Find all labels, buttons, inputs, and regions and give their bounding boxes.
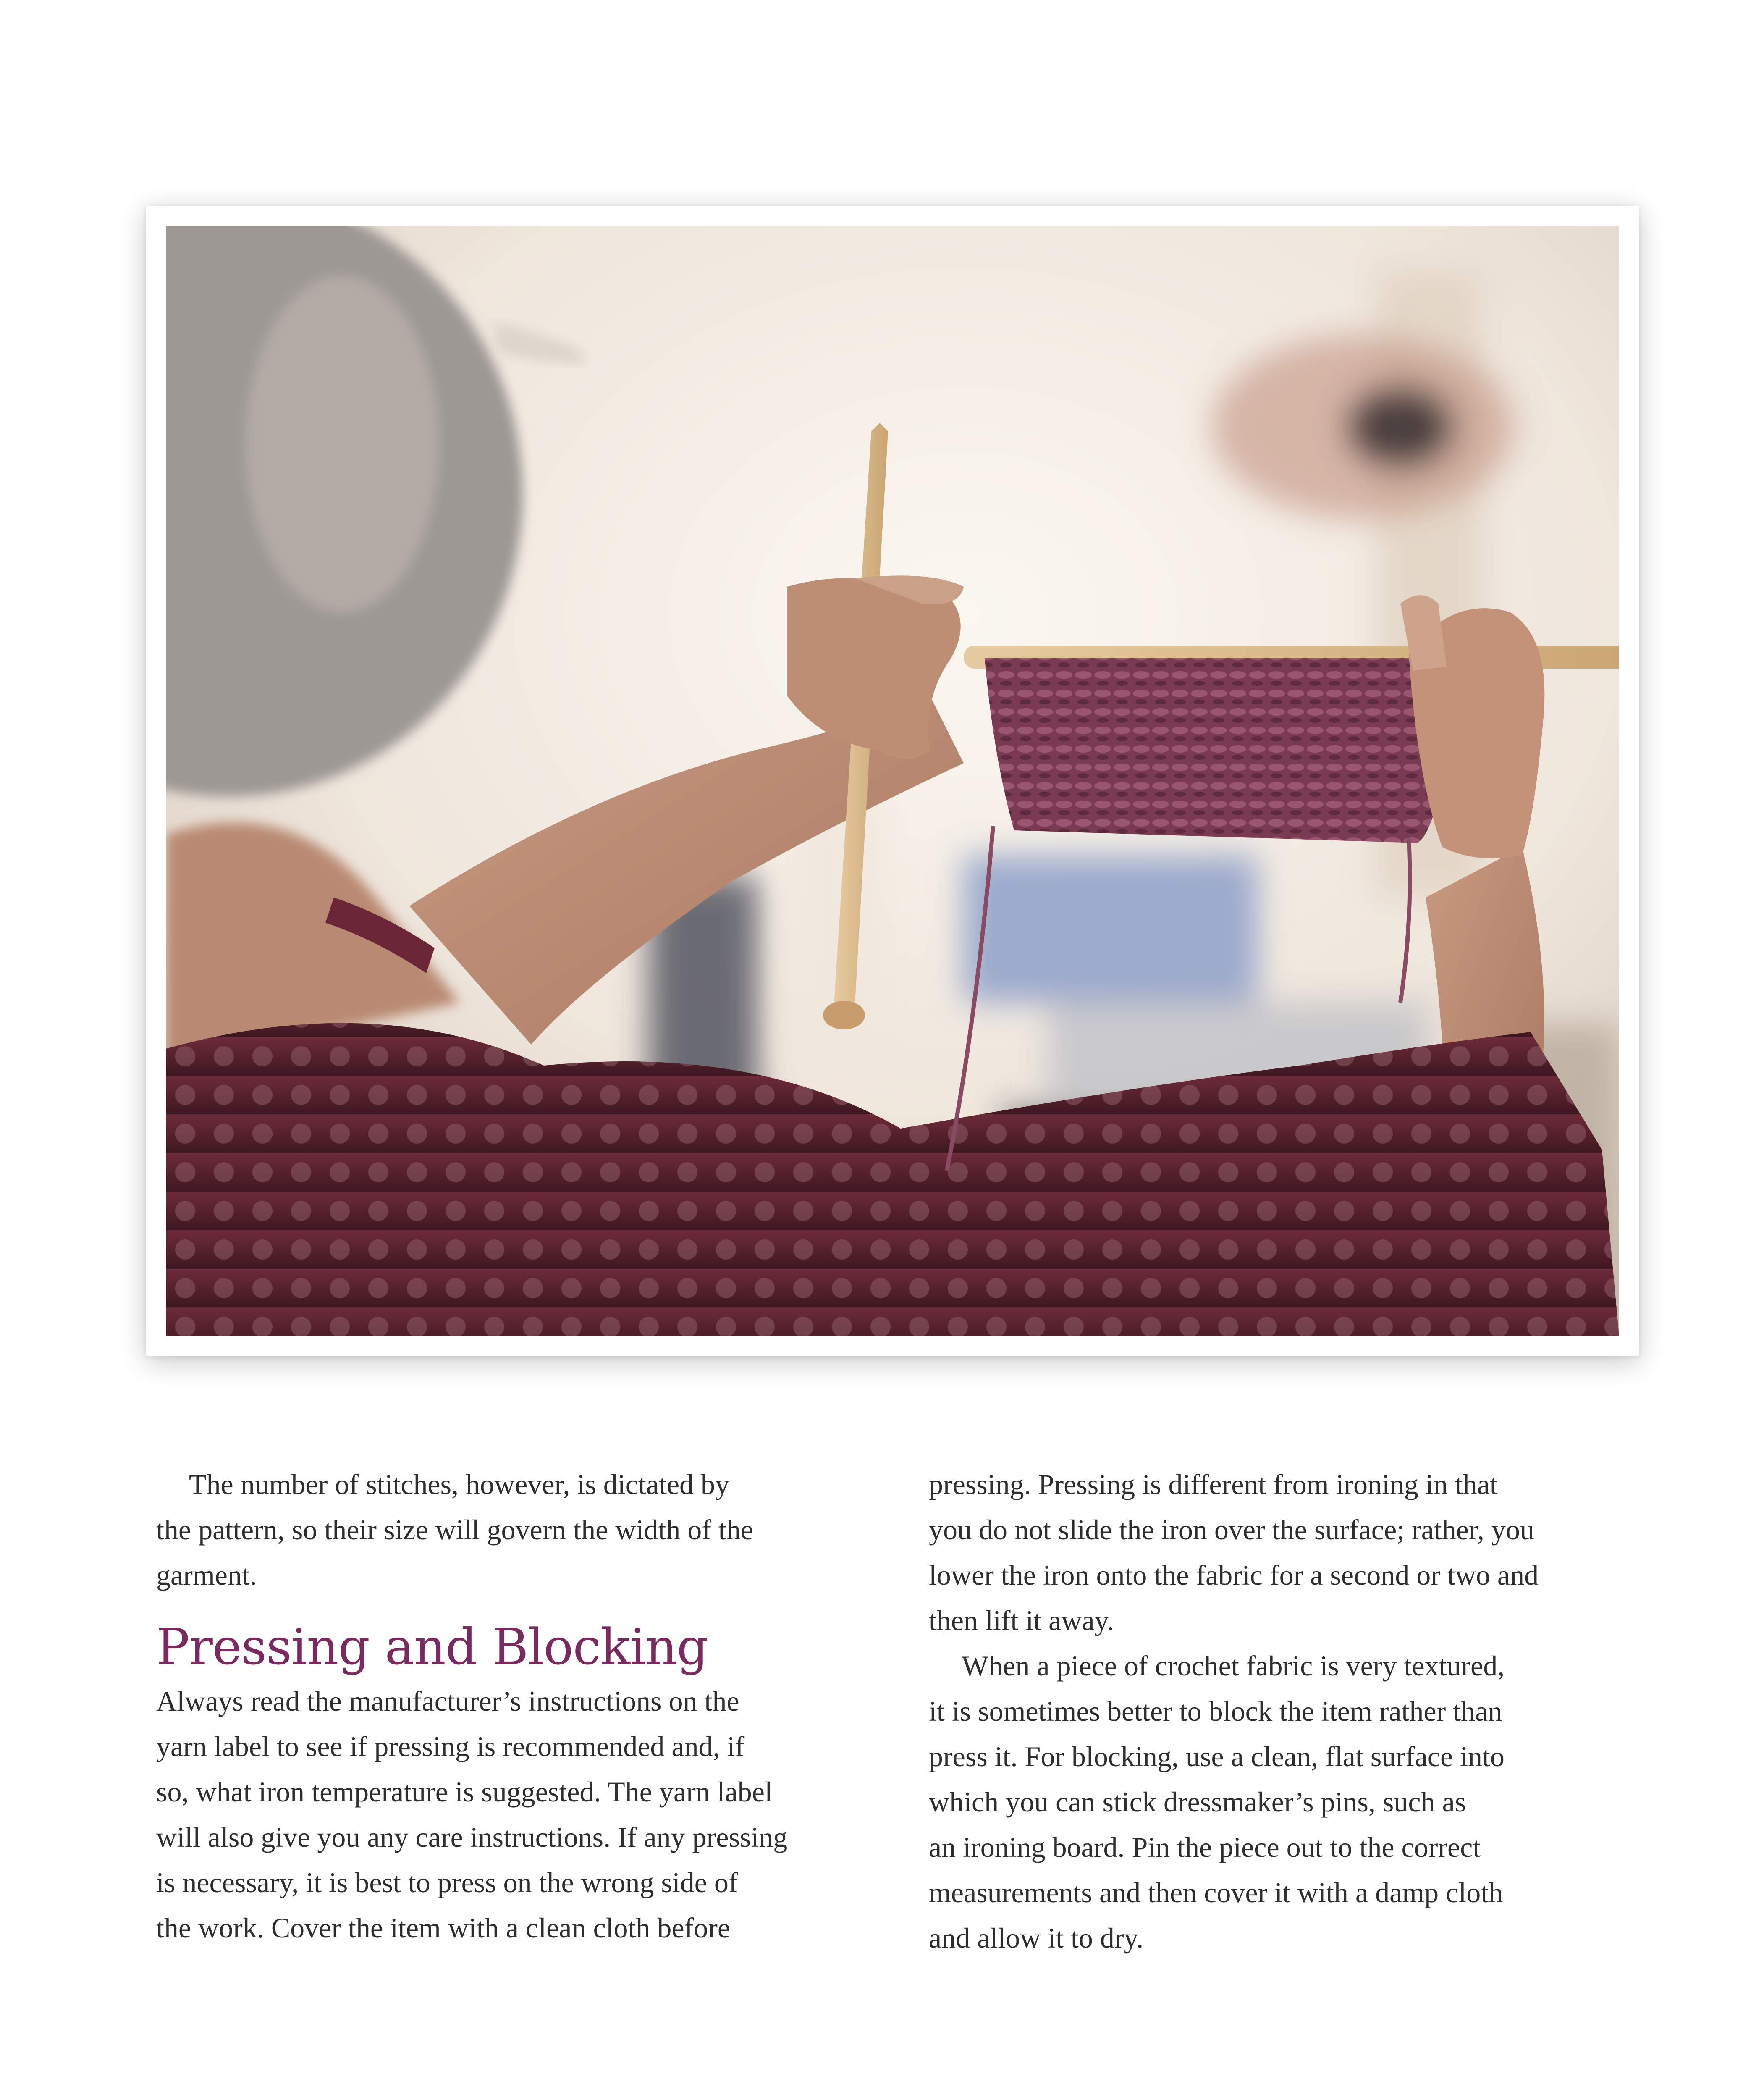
paragraph-line: Always read the manufacturer’s instructions on the	[156, 1685, 739, 1717]
paragraph-line: and allow it to dry.	[929, 1922, 1144, 1954]
paragraph-line: lower the iron onto the fabric for a second or two and	[929, 1559, 1539, 1591]
paragraph-line: measurements and then cover it with a damp cloth	[929, 1877, 1503, 1908]
paragraph-line: pressing. Pressing is different from ironing in that	[929, 1468, 1498, 1500]
paragraph-line: press it. For blocking, use a clean, flat surface into	[929, 1740, 1505, 1772]
paragraph-line: which you can stick dressmaker’s pins, such as	[929, 1786, 1466, 1818]
paragraph-line: yarn label to see if pressing is recommended and, if	[156, 1730, 745, 1762]
section-heading: Pressing and Blocking	[156, 1618, 708, 1676]
blocking-paragraph	[929, 1643, 1651, 1961]
paragraph-line: When a piece of crochet fabric is very textured,	[962, 1650, 1505, 1682]
paragraph-line: you do not slide the iron over the surface; rather, you	[929, 1514, 1534, 1546]
paragraph-line: an ironing board. Pin the piece out to the correct	[929, 1831, 1481, 1863]
paragraph-line: will also give you any care instructions. If any pressing	[156, 1821, 788, 1853]
knitting-photo-illustration	[166, 226, 1619, 1336]
right-text-column	[929, 1462, 1651, 1961]
paragraph-line: so, what iron temperature is suggested. The yarn label	[156, 1776, 773, 1808]
pressing-continued-paragraph	[929, 1462, 1651, 1643]
paragraph-line: The number of stitches, however, is dictated by	[189, 1468, 730, 1500]
photo-frame	[146, 206, 1639, 1356]
paragraph-line: it is sometimes better to block the item rather than	[929, 1695, 1502, 1727]
intro-paragraph	[156, 1462, 878, 1598]
knitting-photo	[166, 226, 1619, 1336]
left-text-column	[156, 1462, 878, 1950]
paragraph-line: then lift it away.	[929, 1604, 1114, 1636]
paragraph-line: garment.	[156, 1559, 257, 1591]
paragraph-line: the pattern, so their size will govern the width of the	[156, 1514, 753, 1546]
paragraph-line: the work. Cover the item with a clean cloth before	[156, 1912, 731, 1944]
pressing-paragraph	[156, 1678, 878, 1950]
paragraph-line: is necessary, it is best to press on the wrong side of	[156, 1866, 738, 1898]
